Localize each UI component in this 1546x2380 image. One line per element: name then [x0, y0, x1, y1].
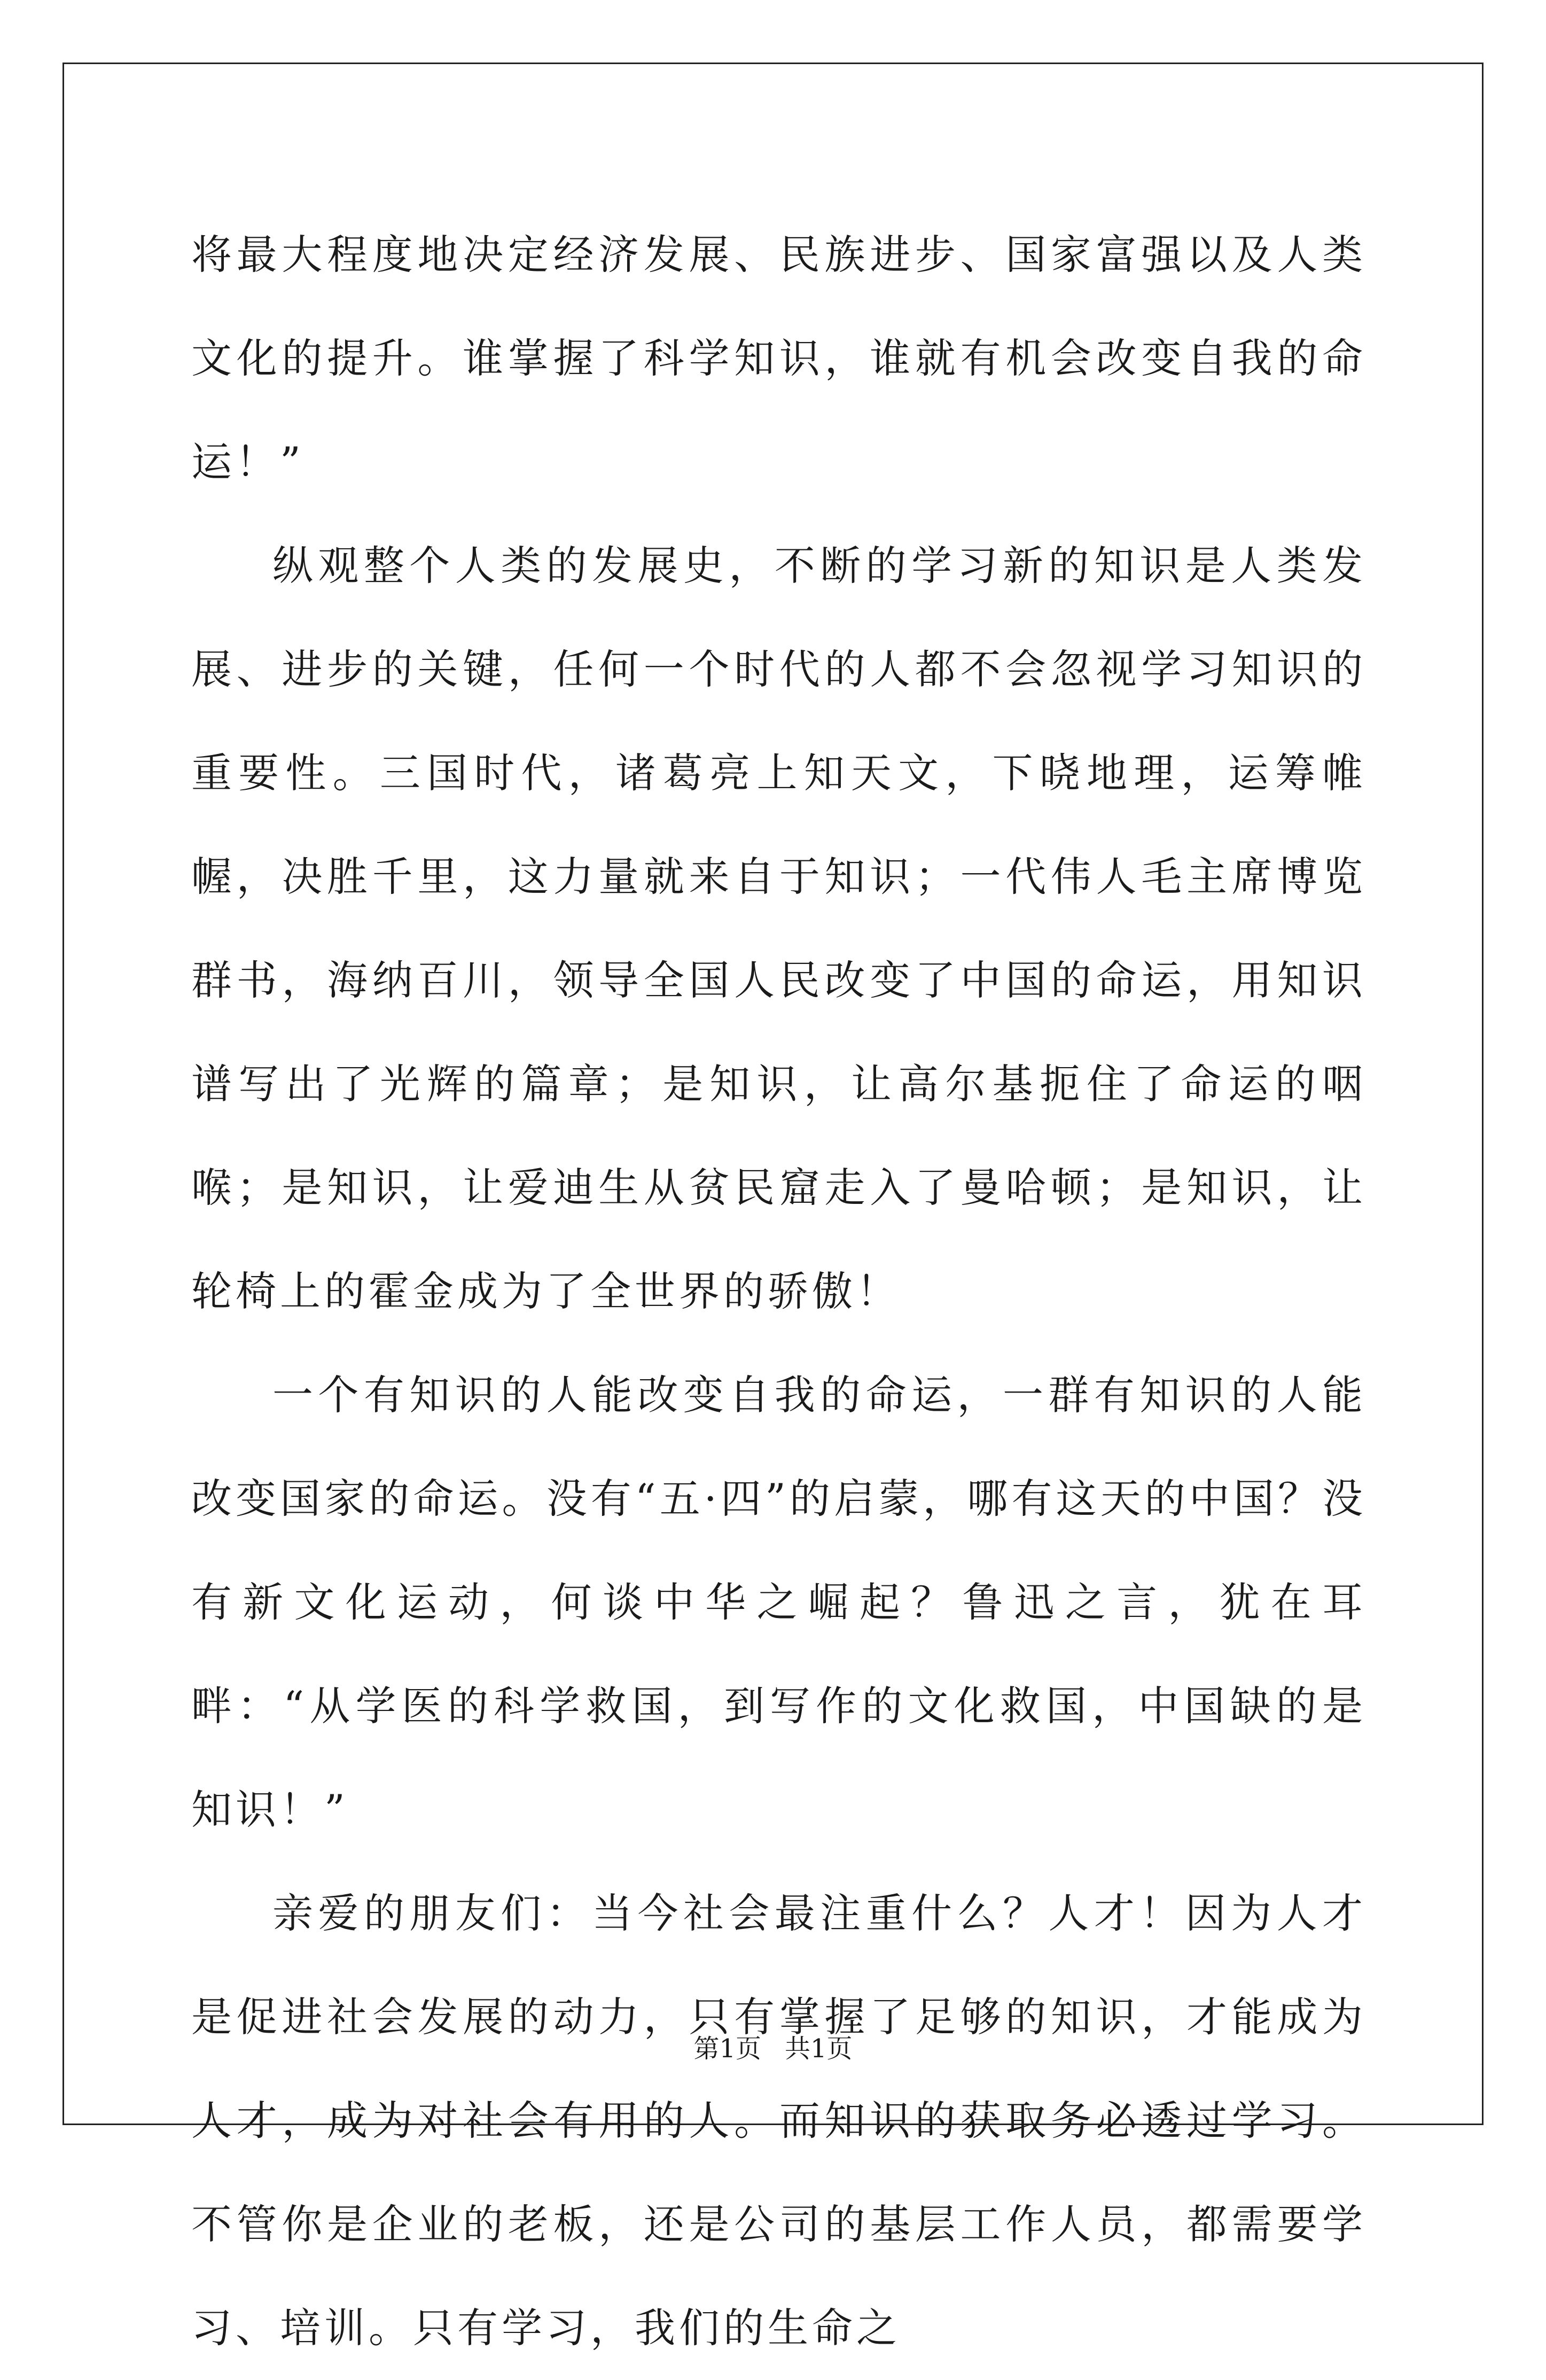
paragraph-1: 将最大程度地决定经济发展、民族进步、国家富强以及人类文化的提升。谁掌握了科学知识，谁就有机会改变自我的命运！”: [191, 231, 1367, 486]
page-number: 第1页: [693, 2034, 761, 2064]
page-footer: [0, 2033, 1546, 2065]
page-total: 共1页: [785, 2034, 853, 2064]
paragraph-2: 纵观整个人类的发展史，不断的学习新的知识是人类发展、进步的关键，任何一个时代的人都不会忽视学习知识的重要性。三国时代，诸葛亮上知天文，下晓地理，运筹帷幄，决胜千里，这力量就来自于知识；一代伟人毛主席博览群书，海纳百川，领导全国人民改变了中国的命运，用知识谱写出了光辉的篇章；是知识，让高尔基扼住了命运的咽喉；是知识，让爱迪生从贫民窟走入了曼哈顿；是知识，让轮椅上的霍金成为了全世界的骄傲！: [191, 542, 1367, 1315]
paragraph-3: 一个有知识的人能改变自我的命运，一群有知识的人能改变国家的命运。没有“五·四”的启蒙，哪有这天的中国？没有新文化运动，何谈中华之崛起？鲁迅之言，犹在耳畔：“从学医的科学救国，到写作的文化救国，中国缺的是知识！”: [191, 1371, 1367, 1833]
paragraph-4: 亲爱的朋友们：当今社会最注重什么？人才！因为人才是促进社会发展的动力，只有掌握了足够的知识，才能成为人才，成为对社会有用的人。而知识的获取务必透过学习。不管你是企业的老板，还是公司的基层工作人员，都需要学习、培训。只有学习，我们的生命之: [191, 1889, 1367, 2352]
